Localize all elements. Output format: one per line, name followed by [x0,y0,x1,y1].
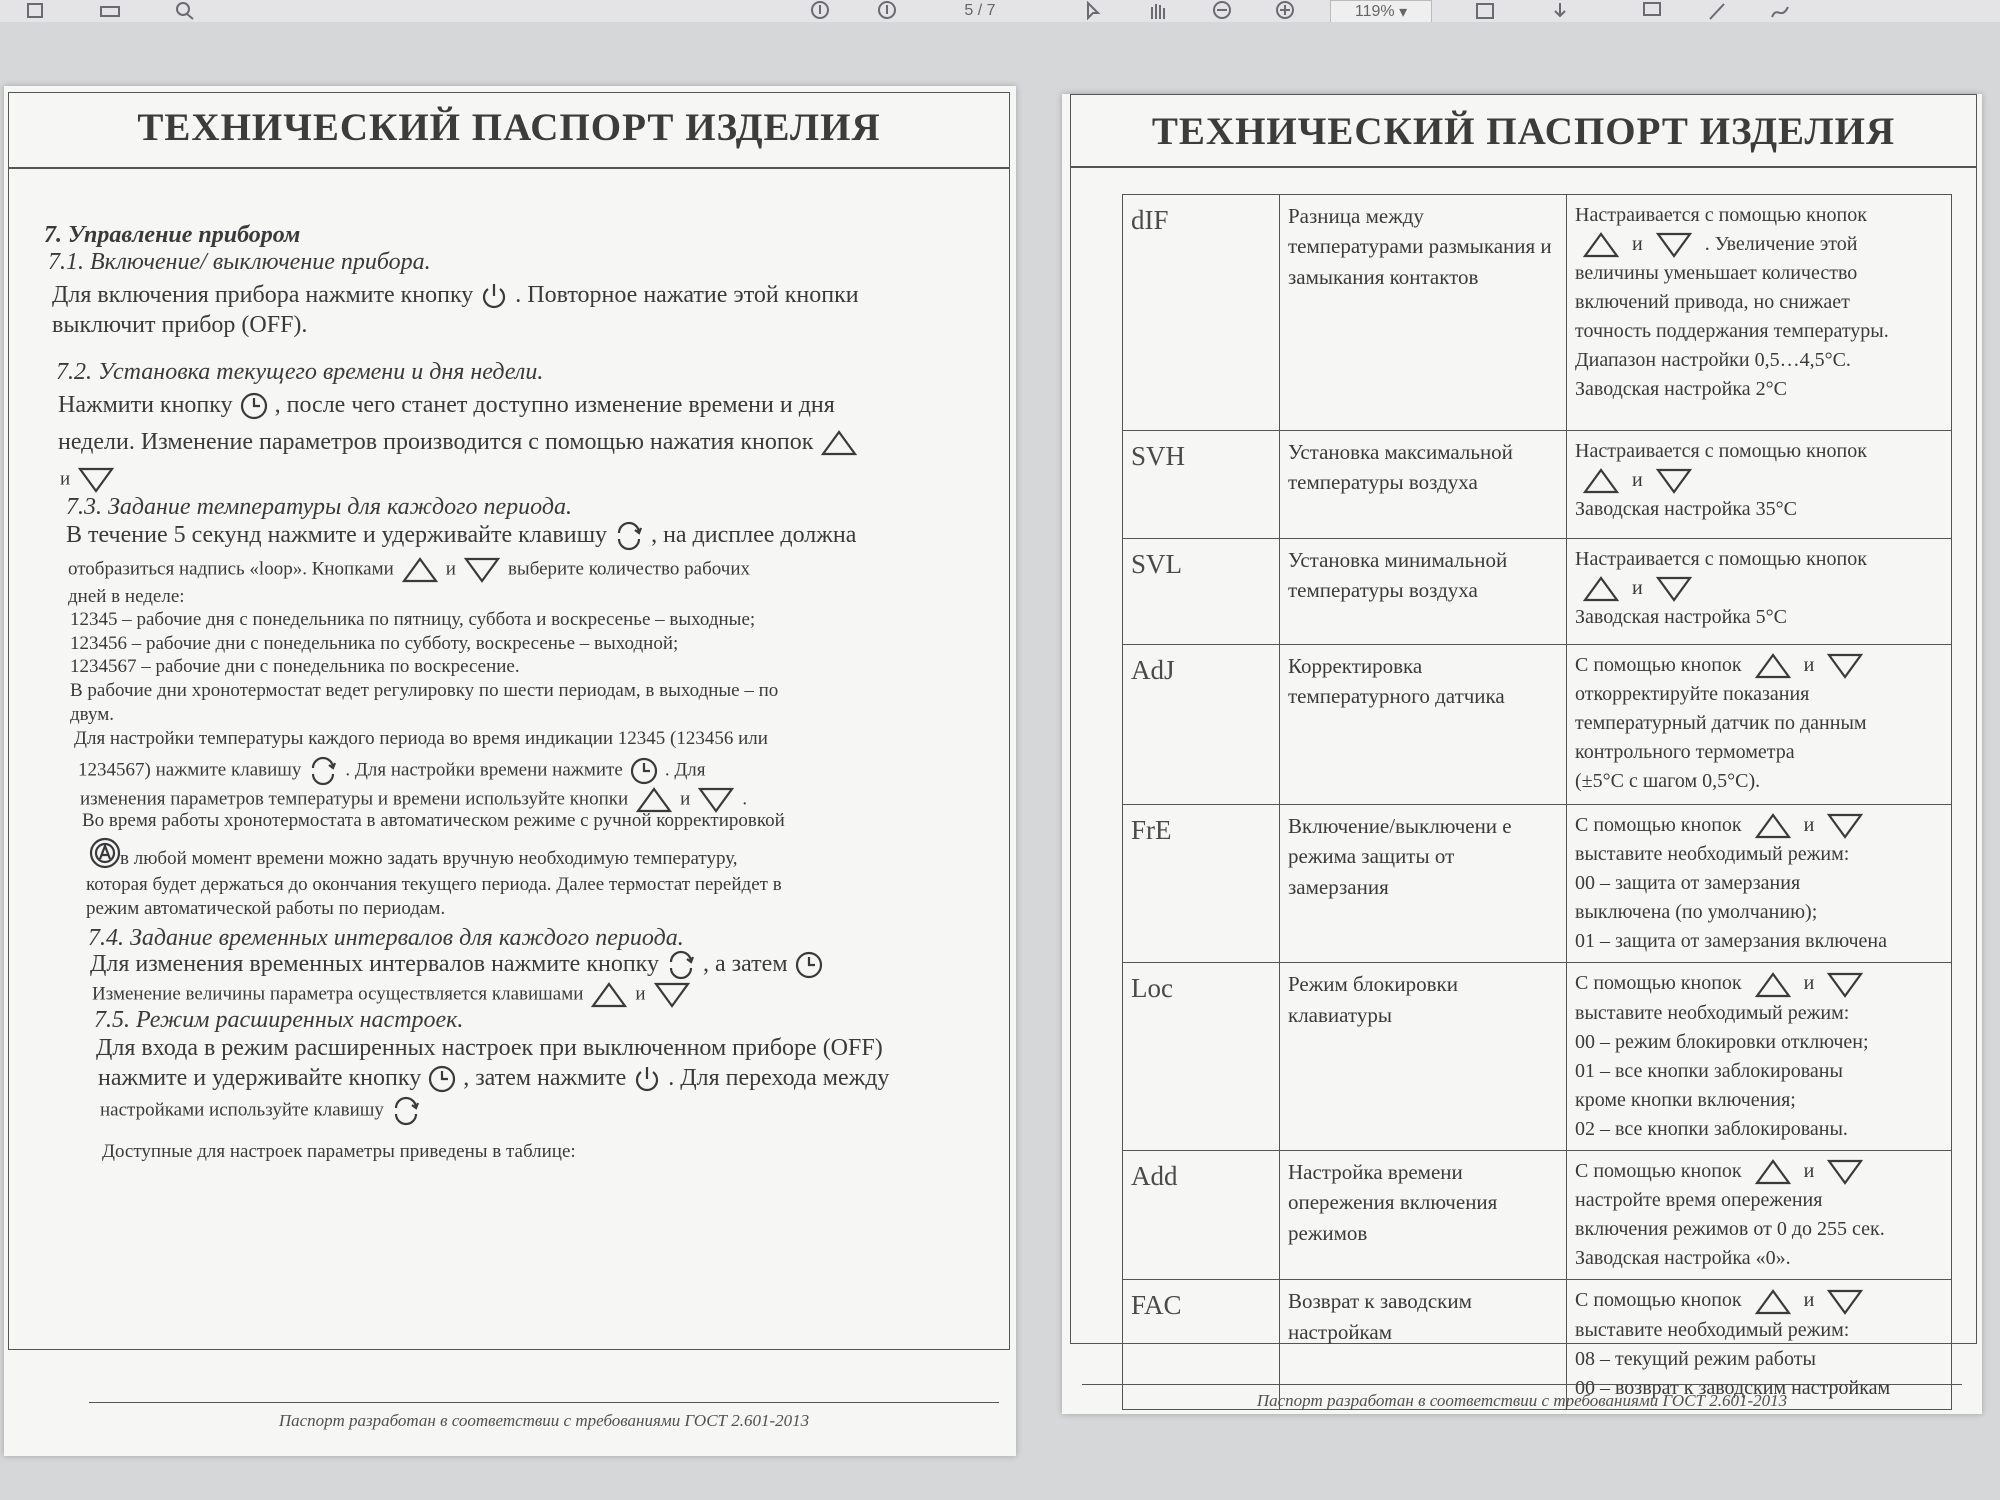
line-text: и [60,468,71,490]
line-text: . Для настройки времени нажмите [345,759,623,781]
description-line [1575,1286,1943,1315]
text-line [66,521,856,551]
down-triangle-icon [1825,1288,1865,1316]
description-line [1575,1115,1943,1144]
line-text: которая будет держаться до окончания текущего периода. Далее термостат перейдет в [86,874,782,895]
save-icon[interactable] [20,0,50,22]
cycle-icon [390,1096,422,1126]
up-triangle-icon [1753,1288,1793,1316]
description-text: и [1627,233,1648,255]
description-text: выставите необходимый режим: [1575,1318,1850,1341]
table-row [1123,195,1952,431]
page-1-footer: Паспорт разработан в соответствии с требованиями ГОСТ 2.601-2013 [89,1402,999,1431]
param-name: Установка минимальной температуры воздуха [1280,539,1567,645]
description-line [1575,999,1943,1028]
description-text: откорректируйте показания [1575,683,1810,706]
description-line [1575,811,1943,840]
manual-a-icon [86,836,124,870]
down-triangle-icon [1654,231,1694,259]
text-line [68,586,185,609]
parameters-table [1122,194,1952,1410]
description-line [1575,1215,1943,1244]
description-line [1575,375,1943,404]
line-text: нажмите и удерживайте кнопку [98,1065,422,1091]
line-text: и [445,558,456,580]
zoom-in-icon[interactable] [1270,0,1300,22]
cycle-icon [307,756,339,786]
power-icon [479,281,509,311]
line-text: , на дисплее должна [651,522,857,548]
page-1-title: ТЕХНИЧЕСКИЙ ПАСПОРТ ИЗДЕЛИЯ [137,106,881,149]
param-name: Разница между температурами размыкания и замыкания контактов [1280,195,1567,431]
param-code: dIF [1123,195,1280,431]
param-description [1567,1150,1952,1279]
text-line [68,556,750,584]
line-text: отобразиться надпись «loop». Кнопками [68,558,394,580]
param-name: Включение/выключени е режима защиты от замерзания [1280,805,1567,963]
param-code: SVH [1123,431,1280,539]
up-triangle-icon [1581,575,1621,603]
document-page-1 [4,86,1016,1456]
param-code: Add [1123,1150,1280,1279]
section-heading [48,248,431,277]
table-row [1123,645,1952,805]
text-line [78,756,706,786]
line-text: , затем нажмите [463,1065,627,1091]
document-page-2 [1062,94,1982,1414]
line-text: 7. Управление прибором [44,222,301,248]
param-code: AdJ [1123,645,1280,805]
page-2-title: ТЕХНИЧЕСКИЙ ПАСПОРТ ИЗДЕЛИЯ [1151,110,1896,153]
line-text: Нажмити кнопку [58,392,233,418]
text-line [70,704,114,727]
description-line [1575,466,1943,495]
description-line [1575,1345,1943,1374]
line-text: 1234567 – рабочие дни с понедельника по воскресение. [70,656,520,677]
up-triangle-icon [1753,652,1793,680]
line-text: 12345 – рабочие дня с понедельника по пятницу, суббота и воскресенье – выходные; [70,609,756,630]
pen-icon[interactable] [1702,0,1732,22]
line-text: и [635,983,646,1005]
document-workspace[interactable] [0,22,2000,1500]
description-text: Настраивается с помощью кнопок [1575,440,1867,462]
description-line [1575,840,1943,869]
param-code: FAC [1123,1280,1280,1409]
description-line [1575,259,1943,288]
line-text: Доступные для настроек параметры приведены в таблице: [102,1141,576,1162]
description-text: С помощью кнопок [1575,1289,1747,1312]
up-triangle-icon [400,556,440,584]
line-text: , а затем [703,951,788,977]
table-row [1123,539,1952,645]
table-row [1123,963,1952,1150]
description-text: 08 – текущий режим работы [1575,1347,1816,1370]
down-triangle-icon [1825,1158,1865,1186]
description-text: включения режимов от 0 до 255 сек. [1575,1218,1885,1241]
text-line [102,1141,576,1164]
description-text: выключена (по умолчанию); [1575,901,1818,924]
description-text: кроме кнопки включения; [1575,1088,1796,1111]
param-name: Настройка времени опережения включения режимов [1280,1150,1567,1279]
zoom-out-icon[interactable] [1207,0,1237,22]
line-text: . Для перехода между [668,1065,890,1091]
description-text: 00 – возврат к заводским настройкам [1575,1376,1891,1399]
line-text: . Для [664,759,706,781]
param-code: Loc [1123,963,1280,1150]
description-line [1575,738,1943,767]
line-text: В рабочие дни хронотермостат ведет регулировку по шести периодам, в выходные – по [70,680,779,701]
text-line [86,874,782,897]
line-text: режим автоматической работы по периодам. [86,898,446,919]
description-line [1575,927,1943,956]
description-text: и [1798,1289,1820,1312]
line-text: выключит прибор (OFF). [52,312,308,338]
line-text: 123456 – рабочие дни с понедельника по субботу, воскресенье – выходной; [70,633,679,654]
line-text: выберите количество рабочих [507,558,750,580]
description-line [1575,869,1943,898]
download-icon[interactable] [1545,0,1575,22]
description-line [1575,1316,1943,1345]
section-heading [56,358,543,387]
line-text: 7.1. Включение/ выключение прибора. [48,249,431,275]
description-line [1575,767,1943,796]
line-text: недели. Изменение параметров производится с помощью нажатия кнопок [58,429,814,455]
param-code: SVL [1123,539,1280,645]
line-text: Для настройки температуры каждого периода во время индикации 12345 (123456 или [74,728,768,749]
description-text: 02 – все кнопки заблокированы. [1575,1117,1848,1140]
line-text: Во время работы хронотермостата в автоматическом режиме с ручной корректировкой [82,810,785,831]
description-line [1575,709,1943,738]
section-heading [88,924,684,953]
description-line [1575,1186,1943,1215]
text-line [70,680,778,703]
cycle-icon [613,521,645,551]
down-triangle-icon [1825,812,1865,840]
down-triangle-icon [1825,652,1865,680]
description-text: Настраивается с помощью кнопок [1575,204,1867,226]
down-triangle-icon [1825,971,1865,999]
description-text: Настраивается с помощью кнопок [1575,548,1867,570]
up-triangle-icon [589,981,629,1009]
line-text: , после чего станет доступно изменение времени и дня [274,392,835,418]
up-triangle-icon [1581,467,1621,495]
table-row [1123,805,1952,963]
description-text: 01 – все кнопки заблокированы [1575,1059,1843,1082]
param-code: FrE [1123,805,1280,963]
description-line [1575,1057,1943,1086]
viewer-toolbar [0,0,2000,23]
param-name: Установка максимальной температуры воздуха [1280,431,1567,539]
section-heading [66,493,572,522]
description-line [1575,346,1943,375]
text-line [96,1034,883,1063]
description-text: Заводская настройка 2°С [1575,378,1787,401]
hand-tool-icon[interactable] [1143,0,1173,22]
description-line [1575,1086,1943,1115]
print-icon[interactable] [95,0,125,22]
description-line [1575,1157,1943,1186]
clock-icon [794,950,824,980]
description-line [1575,437,1943,466]
line-text: 7.5. Режим расширенных настроек. [94,1007,464,1033]
line-text: Для включения прибора нажмите кнопку [52,282,474,308]
description-text: и [1627,469,1648,491]
line-text: в любой момент времени можно задать вручную необходимую температуру, [120,848,738,869]
description-line [1575,574,1943,603]
line-text: . Повторное нажатие этой кнопки [515,282,859,308]
line-text: и [680,788,691,810]
description-line [1575,898,1943,927]
line-text: . [742,788,748,810]
description-line [1575,201,1943,230]
line-text: 7.2. Установка текущего времени и дня недели. [56,359,544,385]
description-line [1575,317,1943,346]
down-triangle-icon [462,556,502,584]
description-line [1575,651,1943,680]
description-text: и [1798,814,1820,836]
description-text: С помощью кнопок [1575,1159,1747,1182]
description-text: температурный датчик по данным [1575,712,1867,735]
up-triangle-icon [1753,971,1793,999]
param-description [1567,195,1952,431]
description-text: контрольного термометра [1575,741,1795,764]
param-description [1567,805,1952,963]
description-text: Заводская настройка «0». [1575,1247,1791,1270]
description-text: С помощью кнопок [1575,654,1747,676]
text-line [120,848,738,871]
description-line [1575,969,1943,998]
description-text: настройте время опережения [1575,1189,1823,1212]
description-text: С помощью кнопок [1575,814,1747,836]
line-text: 7.3. Задание температуры для каждого периода. [66,494,572,520]
text-line [98,1064,889,1094]
description-text: Заводская настройка 35°С [1575,498,1797,521]
line-text: изменения параметров температуры и времени используйте кнопки [80,788,629,810]
description-line [1575,495,1943,524]
text-line [52,281,859,311]
zoom-value: 119% [1354,3,1395,20]
description-line [1575,680,1943,709]
down-triangle-icon [1654,575,1694,603]
page-1-header-frame [8,92,1010,168]
description-text: и [1798,654,1820,676]
text-line [74,728,768,751]
up-triangle-icon [1753,1158,1793,1186]
page-2-header-frame [1070,94,1977,168]
comment-icon[interactable] [1637,0,1667,22]
line-text: В течение 5 секунд нажмите и удерживайте клавишу [66,522,608,548]
sign-icon[interactable] [1765,0,1795,22]
description-line [1575,230,1943,259]
description-text: и [1798,972,1820,995]
text-line [92,981,698,1009]
description-text: . Увеличение этой [1699,233,1858,255]
param-description [1567,431,1952,539]
description-text: Диапазон настройки 0,5…4,5°С. [1575,349,1851,372]
text-line [58,391,835,421]
description-text: величины уменьшает количество [1575,262,1858,285]
description-line [1575,603,1943,632]
description-text: С помощью кнопок [1575,972,1747,995]
text-line [52,311,307,340]
text-line [70,656,520,679]
down-triangle-icon [76,466,116,494]
table-row [1123,431,1952,539]
fit-page-icon[interactable] [1465,0,1505,22]
section-heading [44,221,300,250]
line-text: Изменение величины параметра осуществляется клавишами [92,983,584,1005]
page-indicator[interactable]: 5 / 7 [964,2,996,19]
description-text: выставите необходимый режим: [1575,1001,1850,1024]
search-icon[interactable] [170,0,200,22]
description-text: точность поддержания температуры. [1575,320,1889,343]
text-line [82,810,785,833]
description-text: Заводская настройка 5°С [1575,606,1787,629]
text-line [70,633,678,656]
text-line [86,898,445,921]
description-line [1575,545,1943,574]
clock-icon [427,1064,457,1094]
text-line [100,1096,428,1126]
param-name: Возврат к заводским настройкам [1280,1280,1567,1409]
param-description [1567,963,1952,1150]
description-text: 01 – защита от замерзания включена [1575,930,1887,953]
page-down-icon[interactable] [872,0,902,22]
section-heading [94,1006,463,1035]
description-line [1575,288,1943,317]
description-text: 00 – защита от замерзания [1575,872,1801,895]
power-icon [632,1064,662,1094]
description-text: и [1798,1159,1820,1182]
line-text: Для изменения временных интервалов нажмите кнопку [90,951,660,977]
cycle-icon [665,950,697,980]
description-line [1575,1244,1943,1273]
description-text: включений привода, но снижает [1575,291,1850,314]
line-text: Для входа в режим расширенных настроек при выключенном приборе (OFF) [96,1035,883,1061]
down-triangle-icon [652,981,692,1009]
line-text: 7.4. Задание временных интервалов для каждого периода. [88,925,684,951]
clock-icon [629,756,659,786]
description-text: выставите необходимый режим: [1575,843,1850,866]
page-2-footer: Паспорт разработан в соответствии с требованиями ГОСТ 2.601-2013 [1082,1384,1962,1411]
up-triangle-icon [1753,812,1793,840]
line-text: настройками используйте клавишу [100,1099,384,1121]
down-triangle-icon [1654,467,1694,495]
description-text: 00 – режим блокировки отключен; [1575,1030,1869,1053]
text-line [60,466,122,494]
param-description [1567,539,1952,645]
param-description [1567,645,1952,805]
line-text: дней в неделе: [68,586,185,607]
description-text: и [1627,577,1648,599]
table-row [1123,1150,1952,1279]
param-name: Режим блокировки клавиатуры [1280,963,1567,1150]
up-triangle-icon [1581,231,1621,259]
select-cursor-icon[interactable] [1078,0,1108,22]
param-name: Корректировка температурного датчика [1280,645,1567,805]
text-line [90,950,830,980]
up-triangle-icon [819,429,859,457]
description-text: (±5°С с шагом 0,5°С). [1575,770,1761,793]
page-up-icon[interactable] [805,0,835,22]
clock-icon [239,391,269,421]
line-text: 1234567) нажмите клавишу [78,759,302,781]
text-line [58,428,865,457]
description-line [1575,1028,1943,1057]
text-line [70,609,755,632]
zoom-select[interactable]: 119% ▾ [1330,0,1432,24]
line-text: двум. [70,704,115,725]
